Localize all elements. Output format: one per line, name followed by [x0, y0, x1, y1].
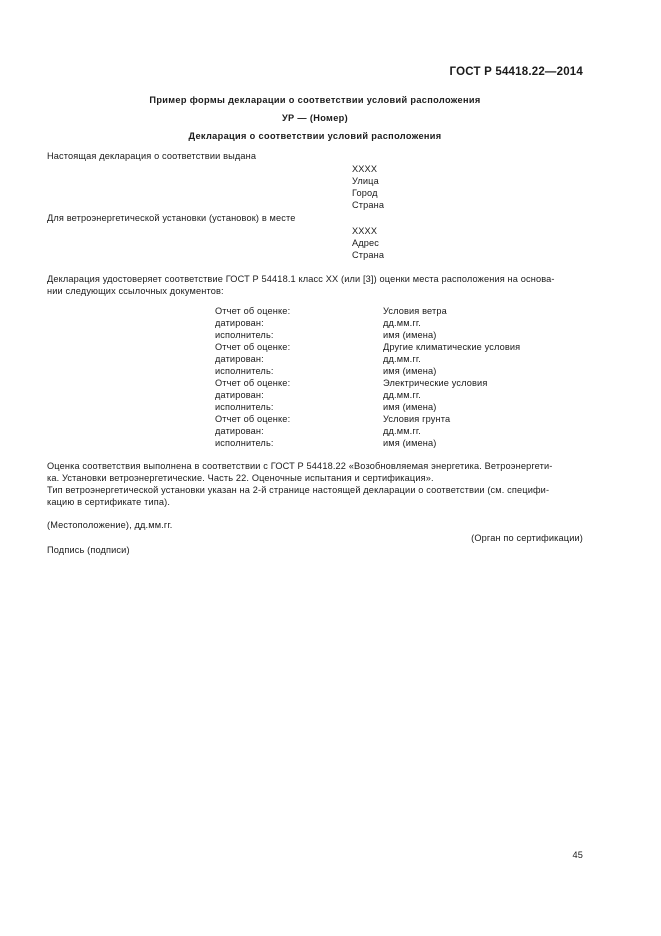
report-label: исполнитель:: [215, 366, 274, 376]
location-date: (Местоположение), дд.мм.гг.: [47, 520, 173, 530]
report-value: имя (имена): [383, 438, 437, 448]
report-value: Электрические условия: [383, 378, 488, 388]
address-line: Страна: [352, 200, 385, 210]
report-label: исполнитель:: [215, 330, 274, 340]
declaration-title: Декларация о соответствии условий расположения: [188, 131, 442, 141]
report-value: Условия ветра: [383, 306, 447, 316]
address-line: Город: [352, 188, 378, 198]
report-value: имя (имена): [383, 366, 437, 376]
report-label: исполнитель:: [215, 438, 274, 448]
report-label: Отчет об оценке:: [215, 342, 291, 352]
report-label: исполнитель:: [215, 402, 274, 412]
report-value: дд.мм.гг.: [383, 426, 421, 436]
report-label: датирован:: [215, 318, 264, 328]
assessment-line-1: Оценка соответствия выполнена в соответствии с ГОСТ Р 54418.22 «Возобновляемая энергетика. Ветроэнергети-: [47, 461, 553, 471]
certifies-paragraph-line-1: Декларация удостоверяет соответствие ГОСТ Р 54418.1 класс XX (или [3]) оценки места расположения на основа-: [47, 274, 555, 284]
report-value: Другие климатические условия: [383, 342, 521, 352]
signature-label: Подпись (подписи): [47, 545, 130, 555]
report-label: Отчет об оценке:: [215, 306, 291, 316]
form-title: Пример формы декларации о соответствии условий расположения: [149, 95, 481, 105]
report-label: Отчет об оценке:: [215, 378, 291, 388]
report-value: дд.мм.гг.: [383, 318, 421, 328]
certifies-paragraph-line-2: нии следующих ссылочных документов:: [47, 286, 224, 296]
page-number: 45: [572, 850, 583, 860]
address-line: Адрес: [352, 238, 380, 248]
report-label: Отчет об оценке:: [215, 414, 291, 424]
certification-body: (Орган по сертификации): [471, 533, 583, 543]
report-value: Условия грунта: [383, 414, 451, 424]
assessment-line-2: ка. Установки ветроэнергетические. Часть 22. Оценочные испытания и сертификация».: [47, 473, 434, 483]
site-label: Для ветроэнергетической установки (установок) в месте: [47, 213, 296, 223]
report-label: датирован:: [215, 354, 264, 364]
report-value: имя (имена): [383, 330, 437, 340]
report-label: датирован:: [215, 426, 264, 436]
address-line: ХХХХ: [352, 226, 378, 236]
document-code: ГОСТ Р 54418.22—2014: [449, 66, 583, 78]
address-line: Страна: [352, 250, 385, 260]
declaration-number: УР — (Номер): [281, 113, 349, 123]
assessment-line-3: Тип ветроэнергетической установки указан на 2-й странице настоящей декларации о соответствии (см. специфи-: [47, 485, 550, 495]
report-value: дд.мм.гг.: [383, 390, 421, 400]
reports-table: [215, 305, 575, 449]
address-line: ХХХХ: [352, 164, 378, 174]
report-value: имя (имена): [383, 402, 437, 412]
address-line: Улица: [352, 176, 379, 186]
report-value: дд.мм.гг.: [383, 354, 421, 364]
report-label: датирован:: [215, 390, 264, 400]
issued-label: Настоящая декларация о соответствии выдана: [47, 151, 257, 161]
assessment-line-4: кацию в сертификате типа).: [47, 497, 171, 507]
